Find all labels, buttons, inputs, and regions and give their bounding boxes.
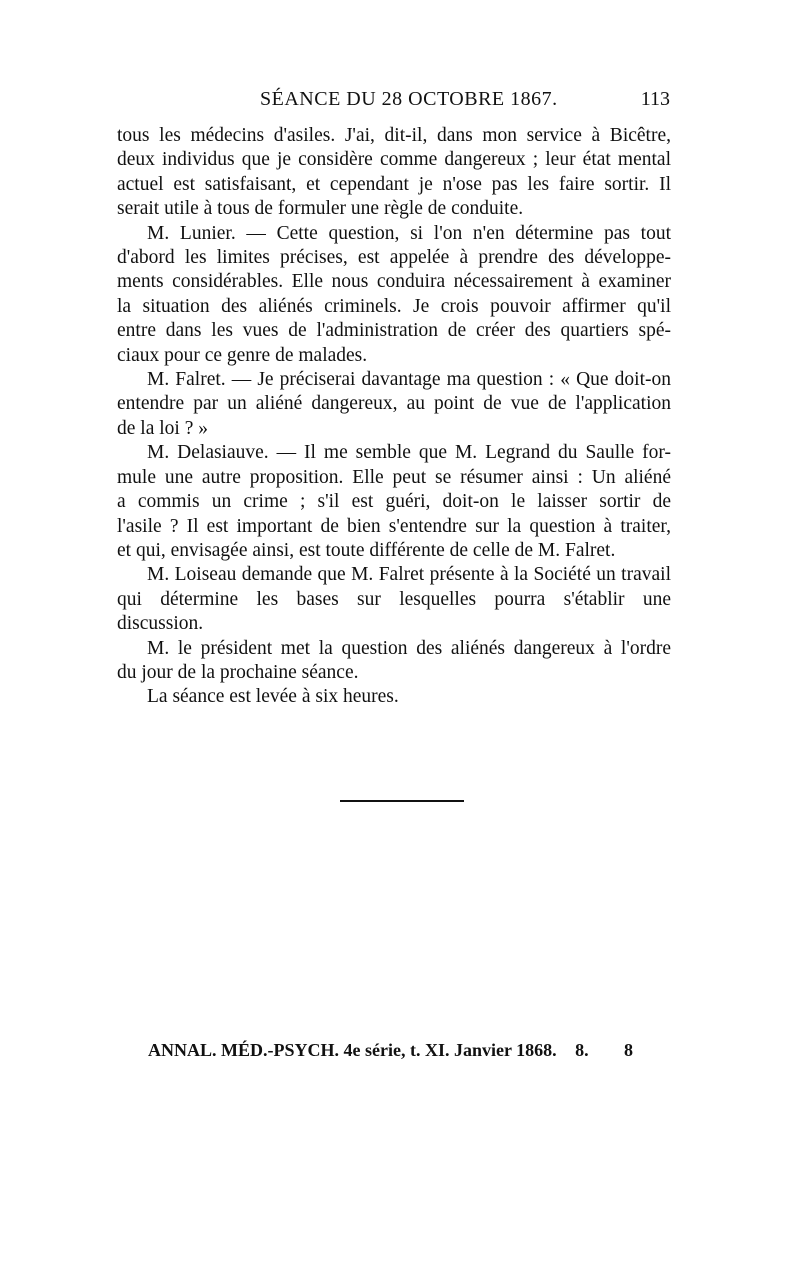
text-line: ments considérables. Elle nous conduira nécessairement à examiner	[117, 271, 671, 293]
text-line: la situation des aliénés criminels. Je crois pouvoir affirmer qu'il	[117, 295, 671, 317]
text-line: M. Loiseau demande que M. Falret présente à la Société un travail	[147, 564, 671, 586]
text-line: La séance est levée à six heures.	[147, 686, 399, 708]
page-header	[130, 88, 670, 118]
text-line: et qui, envisagée ainsi, est toute différente de celle de M. Falret.	[117, 539, 616, 561]
page-footer	[148, 1040, 648, 1061]
text-line: entendre par un aliéné dangereux, au point de vue de l'application	[117, 393, 671, 415]
text-line: discussion.	[117, 613, 204, 635]
text-line: ciaux pour ce genre de malades.	[117, 344, 368, 366]
text-line: du jour de la prochaine séance.	[117, 661, 359, 683]
section-separator	[340, 800, 464, 802]
text-line: entre dans les vues de l'administration de créer des quartiers spé-	[117, 320, 671, 342]
text-line: M. Lunier. — Cette question, si l'on n'en détermine pas tout	[147, 222, 671, 244]
text-line: l'asile ? Il est important de bien s'entendre sur la question à traiter,	[117, 515, 671, 537]
text-line: de la loi ? »	[117, 417, 208, 439]
text-line: deux individus que je considère comme dangereux ; leur état mental	[117, 149, 671, 171]
text-line: a commis un crime ; s'il est guéri, doit-on le laisser sortir de	[117, 491, 671, 513]
body-text	[117, 124, 671, 710]
text-line: M. Falret. — Je préciserai davantage ma question : « Que doit-on	[147, 369, 671, 391]
page-number: 113	[640, 88, 670, 110]
text-line: mule une autre proposition. Elle peut se résumer ainsi : Un aliéné	[117, 466, 671, 488]
text-line: M. Delasiauve. — Il me semble que M. Legrand du Saulle for-	[147, 442, 671, 464]
footer-sheet: 8.	[575, 1040, 589, 1060]
footer-journal: ANNAL. MÉD.-PSYCH. 4e série, t. XI. Janvier 1868.	[148, 1040, 557, 1060]
text-line: tous les médecins d'asiles. J'ai, dit-il, dans mon service à Bicêtre,	[117, 125, 671, 146]
text-line: qui détermine les bases sur lesquelles pourra s'établir une	[117, 588, 671, 610]
text-line: actuel est satisfaisant, et cependant je n'ose pas les faire sortir. Il	[117, 173, 671, 195]
text-line: d'abord les limites précises, est appelée à prendre des développe-	[117, 247, 671, 269]
running-head: SÉANCE DU 28 OCTOBRE 1867.	[260, 88, 558, 110]
text-line: M. le président met la question des aliénés dangereux à l'ordre	[147, 637, 671, 659]
footer-signature: 8	[624, 1040, 633, 1060]
text-line: serait utile à tous de formuler une règle de conduite.	[117, 198, 524, 220]
